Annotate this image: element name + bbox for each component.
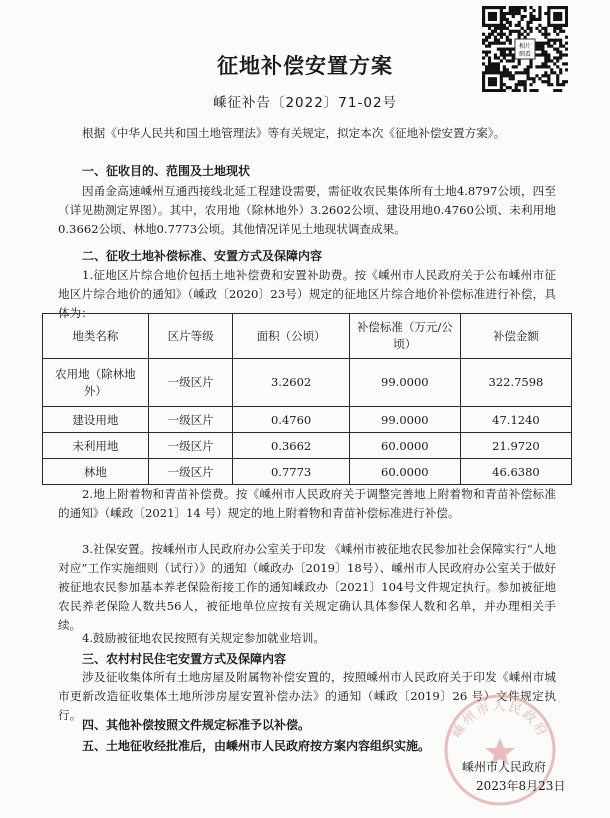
qr-module <box>512 12 515 15</box>
qr-module <box>559 12 562 15</box>
table-row <box>43 459 572 485</box>
qr-module <box>547 80 550 83</box>
qr-module <box>518 30 521 33</box>
qr-module <box>491 30 494 33</box>
qr-module <box>565 21 568 24</box>
qr-module <box>559 39 562 42</box>
qr-module <box>482 18 485 21</box>
qr-module <box>512 15 515 18</box>
qr-module <box>526 21 529 24</box>
table-cell: 99.0000 <box>349 407 460 433</box>
qr-module <box>553 27 556 30</box>
qr-module <box>538 42 541 45</box>
table-header-cell: 补偿金额 <box>460 314 571 359</box>
qr-module <box>553 12 556 15</box>
qr-module <box>506 86 509 89</box>
qr-module <box>515 24 518 27</box>
qr-module <box>521 83 524 86</box>
qr-module <box>488 12 491 15</box>
qr-module <box>509 39 512 42</box>
qr-module <box>529 27 532 30</box>
qr-module <box>541 45 544 48</box>
qr-module <box>482 39 485 42</box>
qr-module <box>521 6 524 9</box>
qr-module <box>562 6 565 9</box>
qr-module <box>500 27 503 30</box>
qr-module <box>500 18 503 21</box>
qr-module <box>518 21 521 24</box>
qr-module <box>494 15 497 18</box>
qr-module <box>547 45 550 48</box>
qr-module <box>518 83 521 86</box>
table-cell: 3.2602 <box>233 359 349 407</box>
qr-module <box>482 24 485 27</box>
signing-organization: 嵊州市人民政府 <box>462 760 547 774</box>
qr-module <box>541 33 544 36</box>
qr-module <box>565 12 568 15</box>
table-row <box>43 359 572 407</box>
qr-module <box>532 9 535 12</box>
qr-module <box>532 80 535 83</box>
qr-module <box>547 18 550 21</box>
section-1-body: 因甬金高速嵊州互通西接线北延工程建设需要，需征收农民集体所有土地4.8797公顷，四至（详见勘测定界图）。其中，农用地（除林地外）3.2602公顷、建设用地0.4760公顷、未利用地0.3662公顷、林地0.7773公顷。其他情况详见土地现状调查成果。 <box>58 184 556 236</box>
table-cell: 322.7598 <box>460 359 571 407</box>
qr-module <box>547 9 550 12</box>
qr-module <box>491 15 494 18</box>
table-cell: 农用地（除林地外） <box>43 359 149 407</box>
qr-module <box>482 42 485 45</box>
qr-module <box>503 24 506 27</box>
table-cell: 林地 <box>43 459 149 485</box>
qr-module <box>556 27 559 30</box>
qr-module <box>562 83 565 86</box>
qr-module <box>538 30 541 33</box>
compensation-table <box>42 313 572 485</box>
qr-module <box>497 27 500 30</box>
qr-module <box>509 30 512 33</box>
qr-module <box>550 45 553 48</box>
qr-module <box>521 15 524 18</box>
qr-module <box>544 12 547 15</box>
qr-module <box>547 15 550 18</box>
qr-module <box>482 9 485 12</box>
qr-module <box>485 6 488 9</box>
qr-module <box>559 27 562 30</box>
qr-module <box>556 33 559 36</box>
table-header-cell: 区片等级 <box>148 314 233 359</box>
qr-module <box>503 18 506 21</box>
qr-module <box>559 24 562 27</box>
qr-module <box>500 83 503 86</box>
qr-module <box>500 21 503 24</box>
qr-module <box>494 27 497 30</box>
qr-module <box>488 80 491 83</box>
qr-module <box>529 83 532 86</box>
table-cell: 21.9720 <box>460 433 571 459</box>
qr-module <box>503 27 506 30</box>
qr-module <box>565 9 568 12</box>
qr-module <box>562 24 565 27</box>
qr-module <box>524 36 527 39</box>
qr-module <box>559 83 562 86</box>
document-number: 嵊征补告〔2022〕71-02号 <box>212 95 398 111</box>
qr-module <box>562 30 565 33</box>
table-cell: 0.4760 <box>233 407 349 433</box>
section-1-heading: 一、征收目的、范围及土地现状 <box>82 164 251 178</box>
table-cell: 未利用地 <box>43 433 149 459</box>
table-cell: 一级区片 <box>148 359 233 407</box>
qr-module <box>491 33 494 36</box>
table-row <box>43 407 572 433</box>
qr-module <box>482 21 485 24</box>
qr-module <box>538 6 541 9</box>
svg-text:嵊州市人民政府 <box>449 699 550 741</box>
table-cell: 一级区片 <box>148 433 233 459</box>
qr-module <box>512 9 515 12</box>
qr-module <box>494 18 497 21</box>
qr-module <box>488 15 491 18</box>
qr-module <box>529 30 532 33</box>
qr-module <box>553 30 556 33</box>
qr-module <box>532 18 535 21</box>
qr-module <box>500 9 503 12</box>
qr-module <box>535 18 538 21</box>
qr-module <box>565 6 568 9</box>
qr-module <box>509 21 512 24</box>
qr-module <box>544 42 547 45</box>
qr-module <box>482 80 485 83</box>
qr-module <box>503 42 506 45</box>
qr-module <box>529 12 532 15</box>
qr-module <box>482 15 485 18</box>
qr-module <box>565 18 568 21</box>
qr-module <box>488 24 491 27</box>
qr-module <box>494 6 497 9</box>
qr-module <box>541 42 544 45</box>
qr-module <box>500 30 503 33</box>
qr-module <box>509 86 512 89</box>
qr-module <box>547 83 550 86</box>
qr-module <box>491 6 494 9</box>
qr-module <box>559 18 562 21</box>
qr-module <box>482 86 485 89</box>
qr-module <box>503 6 506 9</box>
qr-module <box>524 6 527 9</box>
qr-module <box>509 33 512 36</box>
qr-module <box>559 30 562 33</box>
qr-module <box>482 83 485 86</box>
qr-module <box>506 21 509 24</box>
qr-module <box>503 83 506 86</box>
qr-module <box>494 12 497 15</box>
qr-label-line-2: 细看 <box>518 51 532 58</box>
qr-module <box>515 86 518 89</box>
document-title: 征地补偿安置方案 <box>217 54 393 78</box>
qr-module <box>556 24 559 27</box>
qr-module <box>488 18 491 21</box>
qr-module <box>529 15 532 18</box>
section-5-line: 五、土地征收经批准后，由嵊州市人民政府按方案内容组织实施。 <box>82 739 431 753</box>
qr-module <box>559 15 562 18</box>
qr-module <box>547 12 550 15</box>
section-2-heading: 二、征收土地补偿标准、安置方式及保障内容 <box>82 249 323 263</box>
qr-module <box>521 18 524 21</box>
qr-module <box>497 42 500 45</box>
table-header-cell: 面积（公顷） <box>233 314 349 359</box>
table-cell: 一级区片 <box>148 459 233 485</box>
qr-module <box>497 24 500 27</box>
qr-module <box>550 6 553 9</box>
qr-module <box>491 83 494 86</box>
qr-module <box>524 9 527 12</box>
table-header-cell: 地类名称 <box>43 314 149 359</box>
qr-module <box>553 39 556 42</box>
qr-module <box>494 42 497 45</box>
qr-module <box>529 6 532 9</box>
qr-module <box>485 39 488 42</box>
qr-module <box>547 42 550 45</box>
qr-module <box>515 83 518 86</box>
qr-module <box>535 27 538 30</box>
qr-module <box>488 45 491 48</box>
table-header-cell: 补偿标准（万元/公顷） <box>349 314 460 359</box>
qr-module <box>518 6 521 9</box>
qr-module <box>550 39 553 42</box>
qr-module <box>538 24 541 27</box>
qr-module <box>550 24 553 27</box>
qr-module <box>485 45 488 48</box>
qr-module <box>518 9 521 12</box>
qr-module <box>503 12 506 15</box>
qr-module <box>491 80 494 83</box>
qr-module <box>482 6 485 9</box>
qr-module <box>562 80 565 83</box>
qr-module <box>509 6 512 9</box>
qr-module <box>565 80 568 83</box>
qr-module <box>506 12 509 15</box>
qr-module <box>524 15 527 18</box>
qr-module <box>556 12 559 15</box>
qr-module <box>544 36 547 39</box>
table-cell: 0.3662 <box>233 433 349 459</box>
qr-module <box>544 30 547 33</box>
qr-module <box>538 15 541 18</box>
qr-module <box>538 18 541 21</box>
qr-module <box>485 24 488 27</box>
section-3-heading: 三、农村村民住宅安置方式及保障内容 <box>82 652 287 666</box>
qr-module <box>556 80 559 83</box>
table-row <box>43 433 572 459</box>
qr-module <box>562 45 565 48</box>
qr-module <box>556 18 559 21</box>
qr-module <box>529 21 532 24</box>
qr-module <box>494 24 497 27</box>
section-2-item-3: 3.社保安置。按嵊州市人民政府办公室关于印发 《嵊州市被征地农民参加社会保障实行“人地对应”工作实施细则（试行）》的通知（嵊政办〔2019〕18号）、嵊州市人民政府办公室关于做好 被征地农民参加基本养老保险衔接工作的通知嵊政办〔2021〕104号文件规定执行。参加被征地农民养老保险人数共56人，被征地单位应按有关规定确认具体参保人数和名单，并办理相关手续。 <box>58 542 556 632</box>
qr-module <box>526 24 529 27</box>
qr-module <box>524 83 527 86</box>
qr-module <box>515 30 518 33</box>
qr-module <box>565 24 568 27</box>
qr-module <box>500 12 503 15</box>
qr-module <box>565 42 568 45</box>
qr-module <box>509 24 512 27</box>
qr-module <box>488 36 491 39</box>
qr-module <box>518 80 521 83</box>
qr-module <box>565 15 568 18</box>
qr-module <box>547 24 550 27</box>
qr-module <box>500 42 503 45</box>
qr-module <box>509 12 512 15</box>
qr-module <box>553 42 556 45</box>
qr-module <box>500 15 503 18</box>
qr-module <box>515 6 518 9</box>
qr-module <box>532 15 535 18</box>
qr-module <box>494 83 497 86</box>
table-cell: 60.0000 <box>349 433 460 459</box>
qr-module <box>556 39 559 42</box>
qr-module <box>494 80 497 83</box>
qr-module <box>556 83 559 86</box>
qr-module <box>500 80 503 83</box>
qr-module <box>500 6 503 9</box>
qr-module <box>482 12 485 15</box>
qr-module <box>544 27 547 30</box>
qr-module <box>518 24 521 27</box>
qr-module <box>518 36 521 39</box>
qr-module <box>547 33 550 36</box>
qr-module <box>497 6 500 9</box>
qr-module <box>515 12 518 15</box>
qr-module <box>544 80 547 83</box>
section-2-item-2: 2.地上附着物和青苗补偿费。按《嵊州市人民政府关于调整完善地上附着物和青苗补偿标准的通知》（嵊政〔2021〕14 号）规定的地上附着物和青苗补偿标准进行补偿。 <box>58 487 556 520</box>
qr-module <box>547 39 550 42</box>
qr-module <box>521 80 524 83</box>
qr-module <box>500 33 503 36</box>
qr-module <box>559 45 562 48</box>
qr-module <box>521 27 524 30</box>
qr-module <box>565 36 568 39</box>
section-2-item-4: 4.鼓励被征地农民按照有关规定参加就业培训。 <box>82 631 325 645</box>
qr-module <box>488 83 491 86</box>
qr-module <box>512 6 515 9</box>
qr-module <box>482 33 485 36</box>
qr-module <box>524 80 527 83</box>
qr-module <box>553 24 556 27</box>
qr-module <box>488 6 491 9</box>
qr-module <box>497 39 500 42</box>
qr-module <box>488 33 491 36</box>
qr-module <box>494 30 497 33</box>
section-3-body: 涉及征收集体所有土地房屋及附属物补偿安置的，按照嵊州市人民政府关于印发《嵊州市城市更新改造征收集体土地所涉房屋安置补偿办法》的通知（嵊政〔2019〕26 号）文件规定执行。 <box>58 670 556 722</box>
qr-module <box>556 15 559 18</box>
qr-module <box>500 86 503 89</box>
qr-module <box>515 9 518 12</box>
table-cell: 0.7773 <box>233 459 349 485</box>
table-cell: 60.0000 <box>349 459 460 485</box>
qr-module <box>529 18 532 21</box>
qr-module <box>524 30 527 33</box>
qr-module <box>535 45 538 48</box>
qr-module <box>494 39 497 42</box>
qr-module <box>518 12 521 15</box>
qr-module <box>500 36 503 39</box>
qr-module <box>544 33 547 36</box>
qr-module <box>491 42 494 45</box>
qr-module <box>550 83 553 86</box>
qr-module <box>541 80 544 83</box>
section-4-line: 四、其他补偿按照文件规定标准予以补偿。 <box>82 718 311 732</box>
qr-module <box>559 6 562 9</box>
intro-paragraph: 根据《中华人民共和国土地管理法》等有关规定，拟定本次《征地补偿安置方案》。 <box>82 126 506 140</box>
qr-module <box>553 6 556 9</box>
qr-module <box>488 27 491 30</box>
qr-module <box>506 27 509 30</box>
qr-module <box>506 39 509 42</box>
qr-module <box>488 42 491 45</box>
qr-module <box>509 42 512 45</box>
qr-module <box>494 36 497 39</box>
qr-module <box>491 12 494 15</box>
qr-module <box>538 12 541 15</box>
qr-module <box>491 18 494 21</box>
qr-module <box>553 18 556 21</box>
qr-module <box>535 42 538 45</box>
table-cell: 建设用地 <box>43 407 149 433</box>
qr-module <box>526 27 529 30</box>
qr-module <box>509 9 512 12</box>
qr-module <box>541 27 544 30</box>
section-2-item-1: 1.征地区片综合地价包括土地补偿费和安置补助费。按《嵊州市人民政府关于公布嵊州市征地区片综合地价的通知》（嵊政〔2020〕23号）规定的征地区片综合地价补偿标准进行补偿，具体为： <box>58 268 556 320</box>
qr-module <box>506 18 509 21</box>
qr-module <box>503 15 506 18</box>
qr-module <box>547 21 550 24</box>
qr-module <box>559 42 562 45</box>
qr-module <box>521 33 524 36</box>
table-cell: 99.0000 <box>349 359 460 407</box>
table-cell: 47.1240 <box>460 407 571 433</box>
seal-text: 嵊州市人民政府 <box>449 699 551 741</box>
signing-date: 2023年8月23日 <box>476 779 566 793</box>
qr-module <box>518 33 521 36</box>
qr-module <box>500 24 503 27</box>
qr-module <box>503 33 506 36</box>
table-header-row <box>43 314 572 359</box>
qr-module <box>547 6 550 9</box>
qr-module <box>491 24 494 27</box>
table-cell: 46.6380 <box>460 459 571 485</box>
qr-module <box>526 33 529 36</box>
qr-module <box>553 15 556 18</box>
qr-module <box>512 30 515 33</box>
table-cell: 一级区片 <box>148 407 233 433</box>
qr-module <box>524 86 527 89</box>
qr-module <box>538 45 541 48</box>
qr-module <box>556 6 559 9</box>
qr-label-line-1: 相片 <box>518 43 532 50</box>
qr-module <box>485 36 488 39</box>
qr-module <box>538 9 541 12</box>
qr-module <box>497 33 500 36</box>
qr-module <box>506 36 509 39</box>
